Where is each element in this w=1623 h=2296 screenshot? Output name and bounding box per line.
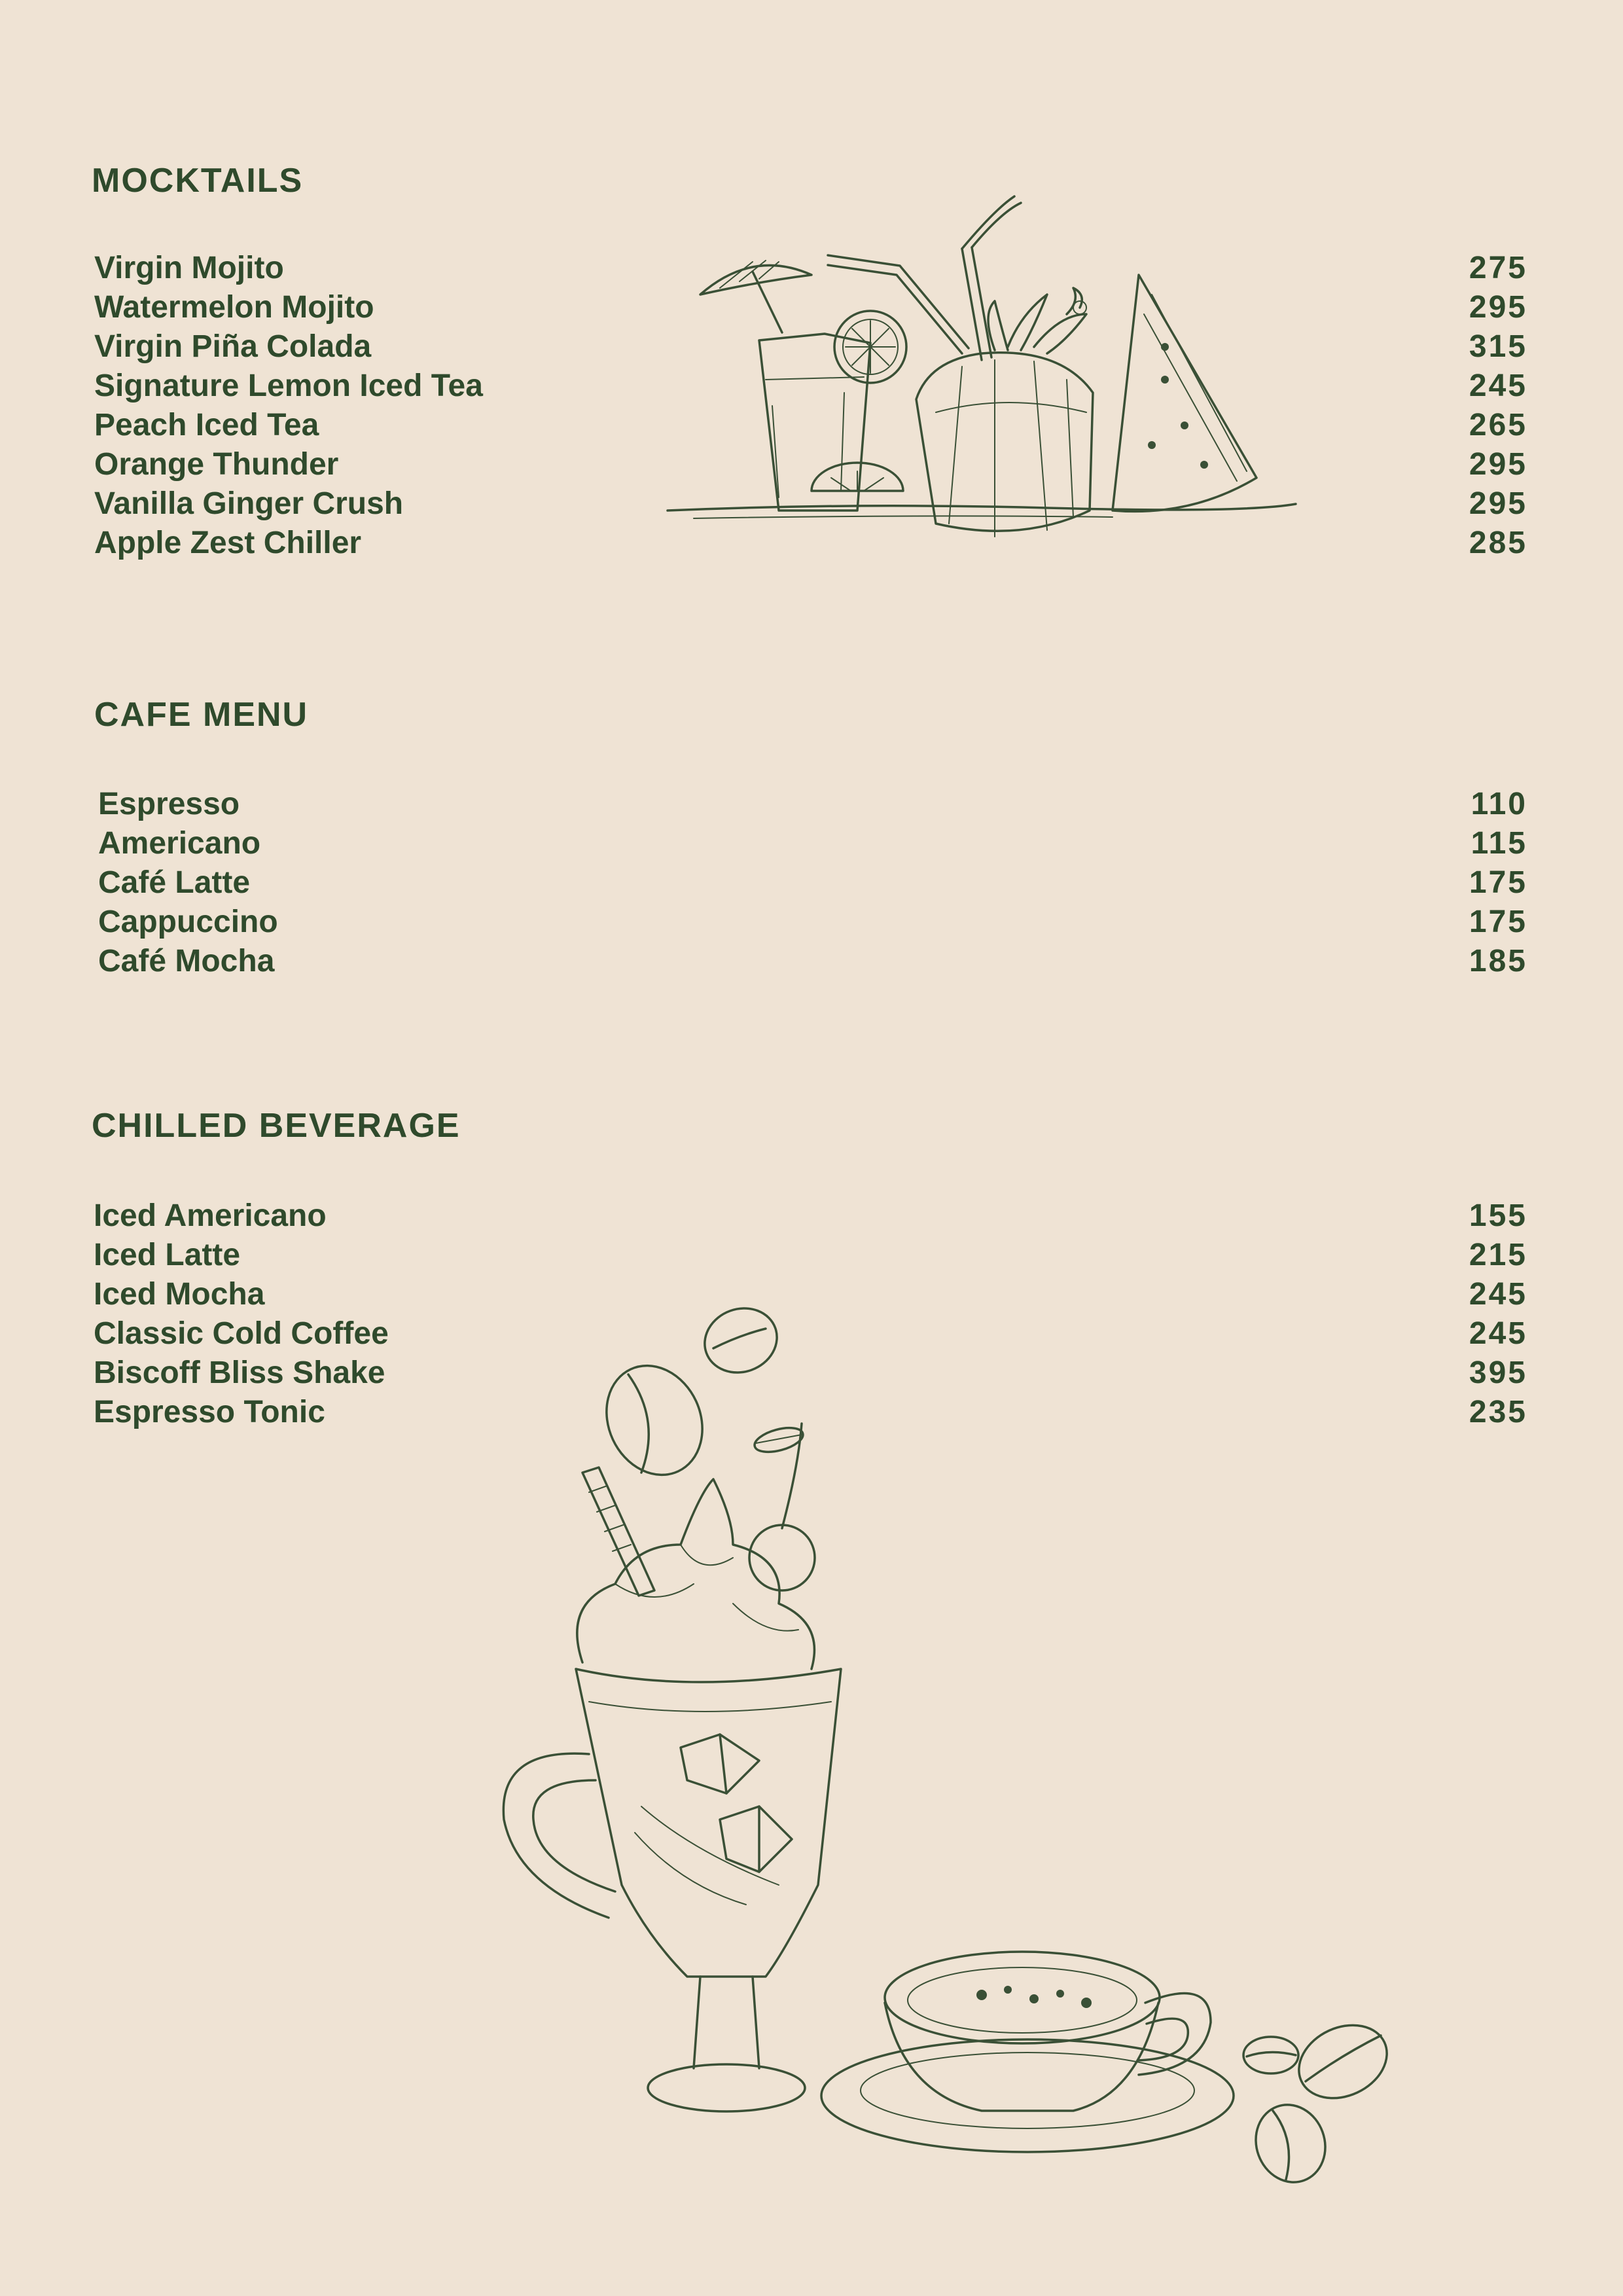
menu-item-name: Espresso	[98, 787, 240, 821]
menu-item-name: Biscoff Bliss Shake	[94, 1355, 385, 1390]
menu-item	[98, 824, 1527, 863]
menu-item-name: Espresso Tonic	[94, 1395, 325, 1429]
menu-item-price: 245	[1469, 1277, 1527, 1312]
coffee-sketch	[484, 1296, 1479, 2186]
mocktail-drinks-sketch	[654, 183, 1309, 569]
menu-item-name: Virgin Mojito	[94, 251, 284, 285]
menu-item-price: 295	[1469, 290, 1527, 325]
menu-item-price: 295	[1469, 447, 1527, 482]
menu-item	[98, 785, 1527, 824]
menu-item	[94, 1236, 1527, 1275]
menu-item-name: Iced Latte	[94, 1238, 241, 1272]
menu-item-price: 235	[1469, 1395, 1527, 1429]
menu-item-name: Apple Zest Chiller	[94, 526, 362, 560]
menu-item-name: Classic Cold Coffee	[94, 1316, 389, 1351]
menu-item-price: 245	[1469, 1316, 1527, 1351]
menu-item-price: 215	[1469, 1238, 1527, 1272]
cafe-menu-list	[98, 785, 1527, 981]
section-title-cafe-menu: CAFE MENU	[94, 696, 309, 734]
menu-item	[98, 863, 1527, 903]
menu-item-name: Virgin Piña Colada	[94, 329, 372, 364]
section-title-chilled-beverage: CHILLED BEVERAGE	[92, 1107, 461, 1145]
menu-item-price: 315	[1469, 329, 1527, 364]
menu-item-price: 285	[1469, 526, 1527, 560]
menu-item-price: 185	[1469, 944, 1527, 978]
menu-item-name: Orange Thunder	[94, 447, 339, 482]
menu-item-name: Signature Lemon Iced Tea	[94, 368, 483, 403]
menu-item-name: Café Latte	[98, 865, 251, 900]
menu-item-name: Iced Americano	[94, 1198, 327, 1233]
menu-item-name: Peach Iced Tea	[94, 408, 319, 442]
menu-item-price: 395	[1469, 1355, 1527, 1390]
menu-item-price: 175	[1469, 905, 1527, 939]
menu-item-name: Americano	[98, 826, 261, 861]
menu-item-name: Café Mocha	[98, 944, 275, 978]
menu-item-price: 155	[1469, 1198, 1527, 1233]
section-title-mocktails: MOCKTAILS	[92, 162, 304, 200]
menu-item-price: 175	[1469, 865, 1527, 900]
menu-item-price: 295	[1469, 486, 1527, 521]
menu-item-price: 245	[1469, 368, 1527, 403]
menu-item-name: Vanilla Ginger Crush	[94, 486, 404, 521]
menu-item-price: 265	[1469, 408, 1527, 442]
menu-item	[98, 903, 1527, 942]
menu-item-name: Watermelon Mojito	[94, 290, 374, 325]
menu-item	[94, 1196, 1527, 1236]
menu-item-price: 115	[1471, 826, 1527, 861]
menu-item-price: 275	[1469, 251, 1527, 285]
menu-item-name: Iced Mocha	[94, 1277, 265, 1312]
menu-item-name: Cappuccino	[98, 905, 278, 939]
menu-item	[98, 942, 1527, 981]
menu-item-price: 110	[1471, 787, 1527, 821]
